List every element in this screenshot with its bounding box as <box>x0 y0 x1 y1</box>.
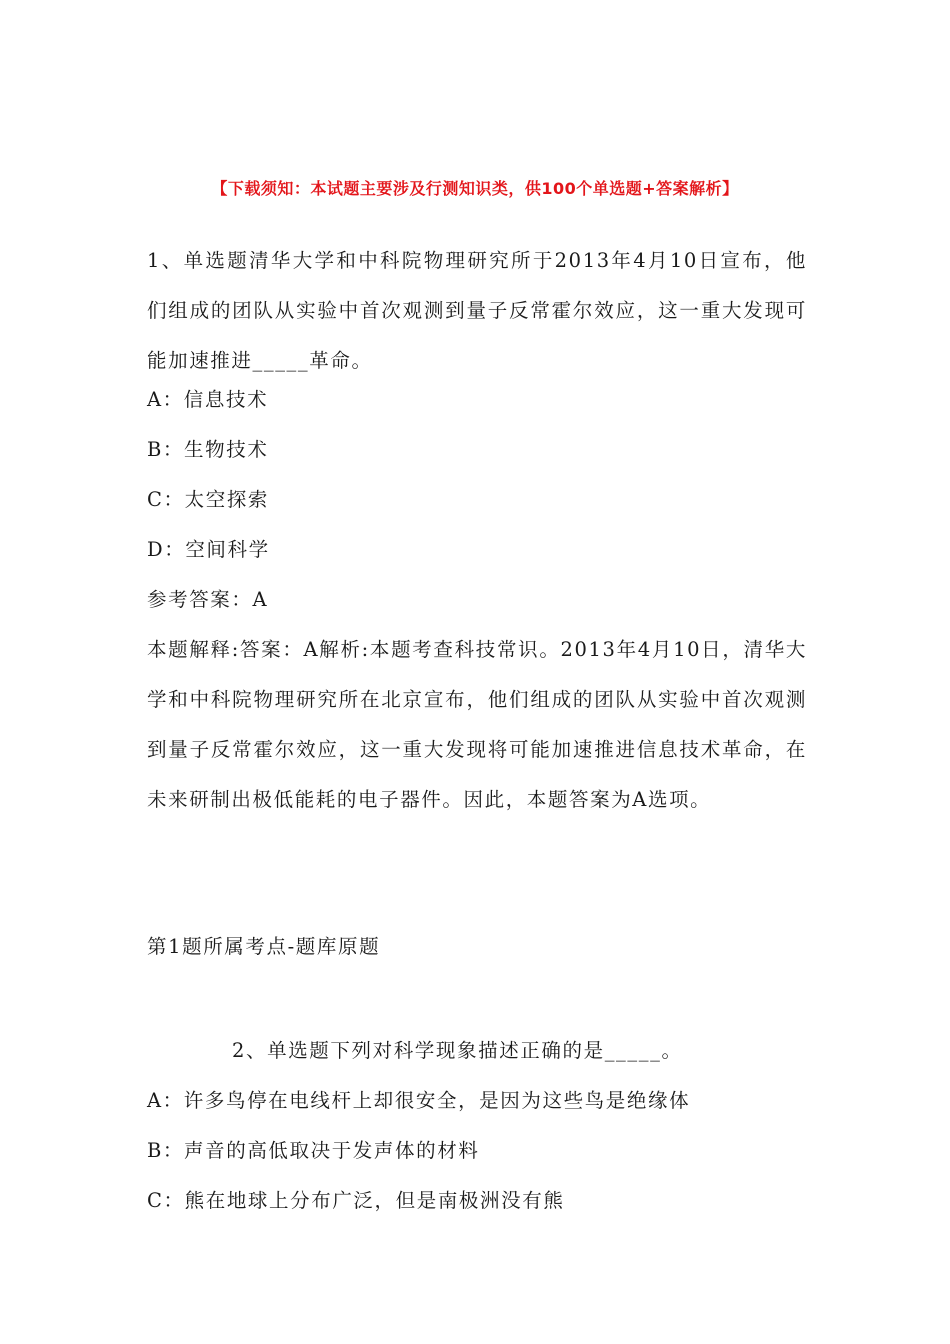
question-1-option-a: A：信息技术 <box>147 388 269 411</box>
question-2-option-b: B：声音的高低取决于发声体的材料 <box>147 1139 480 1162</box>
question-1-option-c: C：太空探索 <box>147 488 270 511</box>
question-1-stem: 1、单选题清华大学和中科院物理研究所于2013年4月10日宣布，他们组成的团队从实验中首次观测到量子反常霍尔效应，这一重大发现可能加速推进_____革命。 <box>147 249 807 372</box>
question-1-answer: 参考答案：A <box>147 588 269 611</box>
question-1-option-d: D：空间科学 <box>147 538 270 561</box>
question-1-option-b: B：生物技术 <box>147 438 269 461</box>
question-2-option-a: A：许多鸟停在电线杆上却很安全，是因为这些鸟是绝缘体 <box>147 1089 691 1112</box>
question-2-option-c: C：熊在地球上分布广泛，但是南极洲没有熊 <box>147 1189 565 1212</box>
download-notice: 【下载须知：本试题主要涉及行测知识类，供100个单选题+答案解析】 <box>211 179 739 198</box>
question-2-stem: 2、单选题下列对科学现象描述正确的是_____。 <box>232 1039 683 1062</box>
question-1-explanation: 本题解释:答案：A解析:本题考查科技常识。2013年4月10日，清华大学和中科院物理研究所在北京宣布，他们组成的团队从实验中首次观测到量子反常霍尔效应，这一重大发现将可能加速推进信息技术革命，在未来研制出极低能耗的电子器件。因此，本题答案为A选项。 <box>147 638 807 811</box>
question-1-knowledge-point: 第1题所属考点-题库原题 <box>147 935 381 958</box>
